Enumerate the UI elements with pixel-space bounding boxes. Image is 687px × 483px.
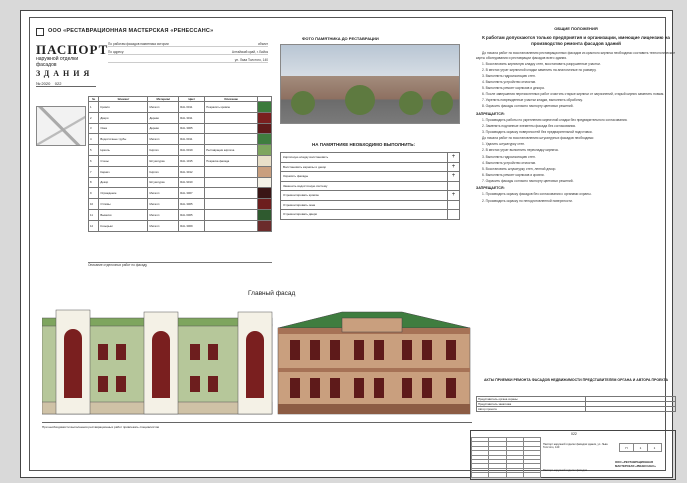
todo-table	[280, 152, 460, 220]
element-description	[205, 112, 258, 123]
element-name: Отливы	[99, 199, 148, 210]
todo-item: Восстановить карнизы и декор	[281, 162, 448, 172]
color-swatch	[258, 145, 272, 156]
element-color-code: RAL 3009	[179, 220, 205, 231]
element-name: Окна	[99, 123, 148, 134]
color-swatch	[258, 199, 272, 210]
col-header: №	[89, 97, 99, 102]
row-number: 8	[89, 177, 99, 188]
element-material: Дерево	[148, 123, 179, 134]
element-color-code: RAL 3007	[179, 188, 205, 199]
element-color-code: RAL 3011	[179, 112, 205, 123]
elements-row	[89, 166, 272, 177]
row-number: 5	[89, 145, 99, 156]
todo-mark: +	[448, 153, 460, 163]
elements-row	[89, 102, 272, 113]
todo-row	[281, 200, 460, 210]
provisions-paragraph: 1. Восстановить кирпичную кладку стен, восстановить разрушенные участки.	[482, 61, 601, 66]
passport-title: ПАСПОРТ	[36, 42, 109, 57]
elements-row	[89, 123, 272, 134]
passport-number	[36, 81, 96, 87]
elements-row	[89, 145, 272, 156]
elements-row	[89, 134, 272, 145]
todo-item: Окрасить фасады	[281, 172, 448, 182]
provisions-paragraph: 6. Выполнить ремонт карнизов и кровли.	[482, 172, 545, 177]
act-cell: Представитель заказчика	[477, 402, 586, 407]
todo-row	[281, 191, 460, 201]
passport-number-label: № 2020	[36, 81, 51, 86]
facade-left-building	[42, 310, 272, 414]
row-number: 12	[89, 220, 99, 231]
elements-row	[89, 209, 272, 220]
location-map	[36, 106, 86, 146]
element-description	[205, 134, 258, 145]
elements-row	[89, 155, 272, 166]
title-block	[470, 430, 676, 480]
photo-title: ФОТО ПАМЯТНИКА ДО РЕСТАВРАЦИИ	[302, 36, 379, 41]
building-photo	[280, 44, 460, 124]
photo-tree	[345, 85, 375, 115]
element-name: Ограждение	[99, 188, 148, 199]
color-swatch	[258, 220, 272, 231]
element-material: Металл	[148, 134, 179, 145]
element-color-code: RAL 6005	[179, 209, 205, 220]
color-swatch	[258, 134, 272, 145]
color-swatch	[258, 112, 272, 123]
todo-row	[281, 172, 460, 182]
todo-item: Отремонтировать двери	[281, 210, 448, 220]
elements-note: Описание отделочных работ по фасаду	[88, 262, 272, 267]
passport-building-word: ЗДАНИЯ	[36, 69, 94, 78]
provisions-paragraph: До начала работ по восстановлению штукатурных фасадов необходимо:	[482, 136, 595, 141]
element-description	[205, 123, 258, 134]
todo-mark: +	[448, 172, 460, 182]
row-number: 6	[89, 155, 99, 166]
elements-row	[89, 220, 272, 231]
provisions-paragraph: 2. В местах утрат выполнить перекладку кирпича.	[482, 148, 559, 153]
element-description	[205, 220, 258, 231]
elements-row	[89, 188, 272, 199]
element-material: Металл	[148, 220, 179, 231]
element-material: Металл	[148, 188, 179, 199]
col-header: Элемент	[99, 97, 148, 102]
provisions-paragraph: 2. Заменять подлинные элементы фасада без согласования.	[482, 124, 576, 129]
act-sign-cell	[586, 407, 676, 412]
stamp-grid	[471, 437, 541, 478]
acceptance-act-title: АКТЫ ПРИЕМКИ РЕМОНТА ФАСАДОВ НЕДВИЖИМОСТИ ПРЕДСТАВИТЕЛЕМ ОРГАНА И АВТОРА ПРОЕКТА	[483, 378, 669, 382]
element-material: Штукатурка	[148, 177, 179, 188]
element-color-code: RAL 6019	[179, 145, 205, 156]
facade-title: Главный фасад	[248, 290, 296, 297]
act-cell: Автор проекта	[477, 407, 586, 412]
elements-row	[89, 177, 272, 188]
facade-bottom-note: При необходимости выполнения реставрационных работ привлекать специалистов	[42, 422, 472, 429]
todo-row	[281, 162, 460, 172]
act-cell: Представитель органа охраны	[477, 397, 586, 402]
todo-title: НА ПАМЯТНИКЕ НЕОБХОДИМО ВЫПОЛНИТЬ:	[312, 142, 415, 147]
provisions-paragraph: 7. Окрасить фасады согласно паспорту цветовых решений.	[482, 178, 574, 183]
company-logo-icon	[36, 28, 44, 36]
color-swatch	[258, 209, 272, 220]
todo-row	[281, 210, 460, 220]
provisions-header: ОБЩИЕ ПОЛОЖЕНИЯ	[554, 26, 598, 31]
general-provisions	[476, 26, 676, 205]
stamp-company: ООО «РЕСТАВРАЦИОННАЯ МАСТЕРСКАЯ «РЕНЕССАНС»	[615, 460, 656, 468]
color-swatch	[258, 188, 272, 199]
sheet-frame	[29, 17, 676, 472]
address-value: объект	[257, 42, 268, 46]
provisions-paragraph: 2. В местах утрат кирпичной кладки заменить на аналогичные по размеру.	[482, 67, 597, 72]
prohibited-header: ЗАПРЕЩАЕТСЯ:	[476, 186, 505, 191]
element-color-code: RAL 3012	[179, 166, 205, 177]
row-number: 9	[89, 188, 99, 199]
stamp-title: Паспорт наружной отделки фасадов	[543, 469, 587, 472]
element-name: Цоколь	[99, 145, 148, 156]
element-name: Водосточные трубы	[99, 134, 148, 145]
col-header: Описание	[205, 97, 258, 102]
stamp-stage: П	[620, 444, 634, 452]
stamp-sheets: 1	[648, 444, 662, 452]
address-row	[108, 58, 268, 63]
element-material: Металл	[148, 102, 179, 113]
color-swatch	[258, 177, 272, 188]
color-swatch	[258, 102, 272, 113]
todo-mark	[448, 181, 460, 191]
todo-mark	[448, 200, 460, 210]
todo-row	[281, 181, 460, 191]
drawing-sheet	[20, 10, 676, 478]
address-value: Алтайский край, г. Бийск	[231, 50, 268, 54]
address-value: ул. Льва Толстого, 140	[234, 58, 268, 62]
todo-row	[281, 153, 460, 163]
passport-subtitle: наружной отделки фасадов	[36, 56, 79, 68]
provisions-paragraph: 3. Производить окраску поверхностей без предварительной подготовки.	[482, 130, 593, 135]
prohibited-header: ЗАПРЕЩАЕТСЯ:	[476, 111, 505, 116]
element-name: Карниз	[99, 166, 148, 177]
provisions-paragraph: 1. Производить окраску фасадов без согласования с органами охраны.	[482, 192, 592, 197]
provisions-paragraph: 2. Производить окраску по неподготовленной поверхности.	[482, 198, 573, 203]
facade-right-building	[278, 312, 470, 414]
row-number: 10	[89, 199, 99, 210]
stamp-code: 022	[571, 432, 577, 436]
row-number: 4	[89, 134, 99, 145]
act-row	[477, 407, 676, 412]
address-row	[108, 42, 268, 47]
element-color-code: RAL 1015	[179, 155, 205, 166]
photo-tree	[431, 91, 453, 115]
todo-mark: +	[448, 162, 460, 172]
provisions-paragraph: 4. Выполнить устройство отмостки.	[482, 160, 537, 165]
element-description	[205, 209, 258, 220]
provisions-paragraph: До начала работ по восстановлению реставрационных фасадов из красного кирпича необходимо составить технологические карты обследования и реставрации фасадов всего здания.	[476, 51, 676, 60]
provisions-paragraph: 3. Выполнить гидроизоляцию стен.	[482, 154, 536, 159]
element-material: Штукатурка	[148, 155, 179, 166]
stamp-sheet-info	[619, 443, 662, 452]
element-description: Покрасить кровлю	[205, 102, 258, 113]
provisions-paragraph: 3. Выполнить гидроизоляцию стен.	[482, 73, 536, 78]
element-color-code: RAL 9010	[179, 177, 205, 188]
todo-item: Отремонтировать окна	[281, 200, 448, 210]
element-material: Дерево	[148, 112, 179, 123]
provisions-paragraph: 1. Удалить штукатурку стен.	[482, 142, 526, 147]
todo-item: Отремонтировать кровлю	[281, 191, 448, 201]
provisions-paragraph: 5. Восстановить штукатурку стен, лепной декор.	[482, 166, 557, 171]
todo-mark	[448, 210, 460, 220]
provisions-paragraph: 8. Окрасить фасады согласно паспорту цветовых решений.	[482, 104, 574, 109]
element-name: Кровля	[99, 102, 148, 113]
element-material: Металл	[148, 199, 179, 210]
todo-item: Кирпичную кладку восстановить	[281, 153, 448, 163]
row-number: 2	[89, 112, 99, 123]
col-header: Материал	[148, 97, 179, 102]
row-number: 1	[89, 102, 99, 113]
element-description	[205, 188, 258, 199]
element-description	[205, 166, 258, 177]
element-name: Стены	[99, 155, 148, 166]
todo-mark: +	[448, 191, 460, 201]
element-description	[205, 177, 258, 188]
provisions-paragraph: 7. Укрепить поврежденные участки кладки, выполнить обработку.	[482, 98, 583, 103]
color-swatch	[258, 166, 272, 177]
element-name: Двери	[99, 112, 148, 123]
row-number: 11	[89, 209, 99, 220]
address-block	[108, 42, 268, 66]
acceptance-act-table	[476, 396, 676, 412]
provisions-lead: К работам допускаются только предприятия и организации, имеющие лицензию на производство ремонта фасадов зданий	[482, 35, 670, 46]
main-facade-drawing	[42, 298, 472, 416]
photo-tree	[291, 91, 315, 115]
element-material: Кирпич	[148, 145, 179, 156]
element-name: Декор	[99, 177, 148, 188]
element-material: Металл	[148, 209, 179, 220]
address-key: По работам фасадов памятника истории	[108, 42, 169, 46]
provisions-paragraph: 5. Выполнить ремонт карнизов и декора.	[482, 86, 545, 91]
stamp-sheet: 1	[634, 444, 648, 452]
elements-table	[88, 96, 272, 232]
element-name: Вывески	[99, 209, 148, 220]
provisions-paragraph: 6. После завершения перечисленных работ очистить старые кирпичи от загрязнений, старый кирпич заменить новым.	[482, 92, 665, 97]
element-description	[205, 199, 258, 210]
company-name: ООО «РЕСТАВРАЦИОННАЯ МАСТЕРСКАЯ «РЕНЕССАНС»	[48, 28, 214, 34]
todo-item: Заменить водосточную систему	[281, 181, 448, 191]
photo-tree	[399, 91, 423, 115]
element-color-code: RAL 6011	[179, 134, 205, 145]
stamp-description: Паспорт наружной отделки фасадов здания, ул. Льва Толстого, 140	[543, 443, 608, 450]
row-number: 7	[89, 166, 99, 177]
color-swatch	[258, 123, 272, 134]
element-name: Козырьки	[99, 220, 148, 231]
passport-number-value: 022	[54, 81, 62, 86]
color-swatch	[258, 155, 272, 166]
element-color-code: RAL 3005	[179, 123, 205, 134]
elements-row	[89, 199, 272, 210]
element-color-code: RAL 6011	[179, 102, 205, 113]
col-header: Цвет	[179, 97, 205, 102]
address-row	[108, 50, 268, 55]
element-description: Реставрация кирпича	[205, 145, 258, 156]
provisions-paragraph: 1. Производить работы по укреплению кирпичной кладки без предварительного согласования.	[482, 117, 628, 122]
element-color-code: RAL 3005	[179, 199, 205, 210]
element-material: Кирпич	[148, 166, 179, 177]
address-key: По адресу:	[108, 50, 125, 54]
row-number: 3	[89, 123, 99, 134]
elements-row	[89, 112, 272, 123]
provisions-paragraph: 4. Выполнить устройство отмостки.	[482, 79, 537, 84]
element-description: Покраска фасада	[205, 155, 258, 166]
